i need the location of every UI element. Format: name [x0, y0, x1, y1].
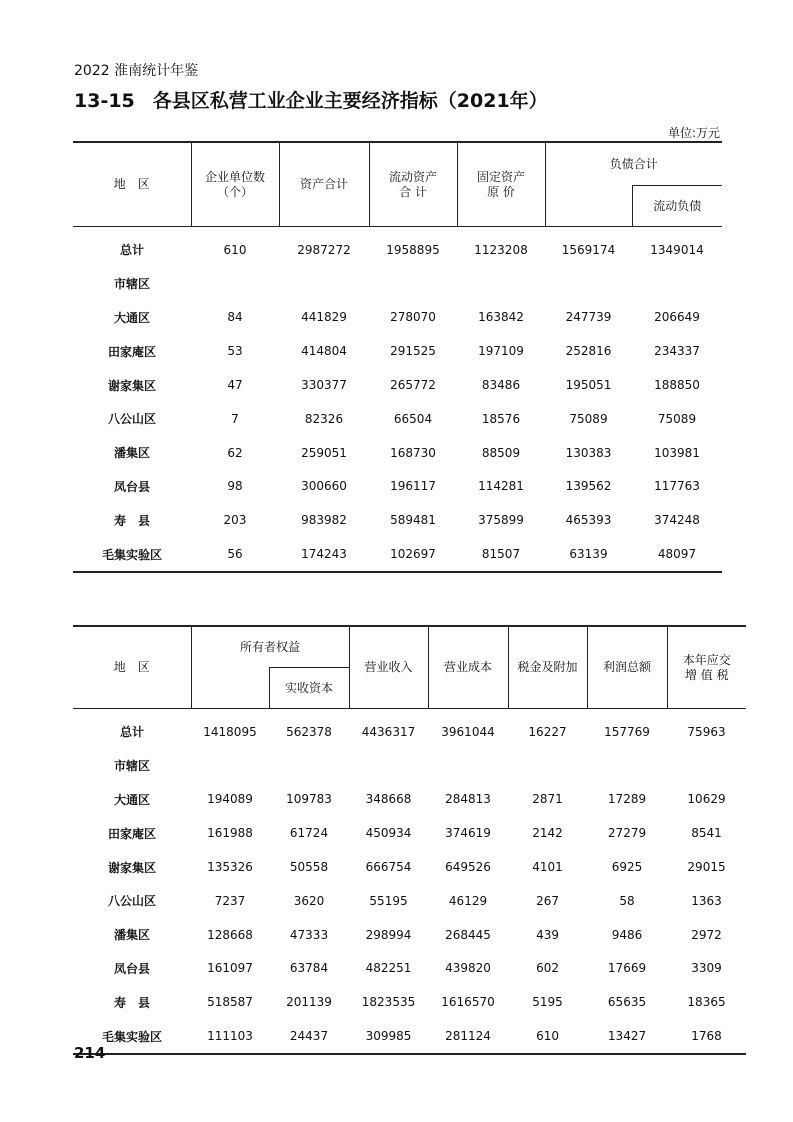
region-cell: 市辖区 [113, 277, 150, 292]
header-revenue: 营业收入 [349, 626, 428, 709]
value-cell-v3: 66504 [393, 411, 433, 426]
header-total-liabilities: 负债合计 [545, 142, 722, 186]
table-row [73, 850, 746, 884]
header-fixed-assets-line1: 固定资产 [476, 169, 525, 184]
value-cell-v6: 58 [619, 893, 635, 908]
value-cell-v2 [279, 267, 369, 301]
value-cell-v2: 414804 [301, 344, 347, 359]
value-cell-v4: 114281 [478, 479, 524, 494]
value-cell-v6: 6925 [611, 860, 643, 875]
value-cell-v6: 1349014 [650, 242, 704, 257]
value-cell-v5: 4101 [532, 860, 563, 875]
value-cell-v6: 27279 [607, 826, 647, 841]
value-cell-v3: 278070 [390, 310, 436, 325]
value-cell-v5: 252816 [565, 344, 612, 359]
region-cell: 谢家集区 [107, 378, 156, 393]
value-cell-v4: 46129 [448, 893, 488, 908]
value-cell-v1: 161988 [207, 826, 253, 841]
value-cell-v5: 139562 [565, 479, 612, 494]
value-cell-v5: 2142 [532, 826, 563, 841]
value-cell-v4 [428, 749, 508, 783]
value-cell-v3: 168730 [390, 445, 436, 460]
value-cell-v4: 281124 [428, 1019, 508, 1054]
value-cell-v6: 206649 [654, 310, 700, 325]
value-cell-v7 [667, 749, 746, 783]
region-cell: 八公山区 [107, 894, 156, 909]
value-cell-v3 [349, 749, 428, 783]
value-cell-v1: 56 [191, 537, 279, 572]
value-cell-v5: 247739 [565, 310, 612, 325]
table-title-text: 各县区私营工业企业主要经济指标（2021年） [152, 90, 548, 112]
value-cell-v4: 3961044 [441, 724, 495, 739]
value-cell-v6: 17289 [607, 792, 647, 807]
value-cell-v6: 374248 [654, 513, 700, 528]
value-cell-v4: 88509 [481, 445, 521, 460]
value-cell-v6: 13427 [587, 1019, 667, 1054]
header-region: 地 区 [73, 142, 191, 227]
value-cell-v1: 203 [223, 513, 247, 528]
value-cell-v1: 1418095 [203, 724, 257, 739]
region-cell: 凤台县 [113, 961, 150, 976]
value-cell-v3: 589481 [390, 513, 436, 528]
region-cell: 总计 [119, 243, 144, 258]
header-vat-payable [667, 626, 746, 709]
value-cell-v6: 17669 [607, 961, 647, 976]
value-cell-v3: 1958895 [386, 242, 440, 257]
table-row [73, 503, 722, 537]
table-row [73, 884, 746, 918]
value-cell-v2: 24437 [269, 1019, 349, 1054]
value-cell-v2: 47333 [289, 927, 329, 942]
value-cell-v4: 439820 [445, 961, 491, 976]
region-cell: 寿 县 [113, 513, 150, 528]
value-cell-v3: 482251 [365, 961, 412, 976]
value-cell-v3 [369, 267, 457, 301]
header-taxes-surcharges: 税金及附加 [508, 626, 587, 709]
value-cell-v5: 267 [536, 893, 559, 908]
value-cell-v5: 5195 [532, 995, 563, 1010]
value-cell-v3: 196117 [390, 479, 436, 494]
value-cell-v5: 602 [536, 961, 559, 976]
value-cell-v3: 291525 [390, 344, 436, 359]
value-cell-v5: 16227 [528, 724, 567, 739]
value-cell-v6: 103981 [654, 445, 700, 460]
value-cell-v3: 309985 [349, 1019, 428, 1054]
value-cell-v3: 298994 [365, 927, 412, 942]
region-cell: 寿 县 [113, 995, 150, 1010]
value-cell-v3: 348668 [365, 792, 412, 807]
value-cell-v4: 1123208 [474, 242, 528, 257]
value-cell-v3: 265772 [390, 378, 436, 393]
table-row [73, 918, 746, 952]
value-cell-v1 [191, 749, 269, 783]
region-cell: 大通区 [113, 792, 150, 807]
header-current-assets-line2: 合 计 [399, 184, 427, 199]
value-cell-v5 [545, 267, 632, 301]
value-cell-v1: 194089 [207, 792, 253, 807]
table-row [73, 402, 722, 436]
value-cell-v2: 3620 [293, 893, 325, 908]
value-cell-v4: 374619 [445, 826, 491, 841]
value-cell-v2: 63784 [289, 961, 329, 976]
region-cell: 潘集区 [113, 446, 150, 461]
value-cell-v6: 75089 [657, 411, 697, 426]
table-row [73, 368, 722, 402]
table-row [73, 816, 746, 850]
unit-label: 单位:万元 [667, 126, 720, 140]
value-cell-v6: 117763 [654, 479, 700, 494]
value-cell-v4: 83486 [481, 378, 521, 393]
value-cell-v5: 465393 [565, 513, 612, 528]
value-cell-v3: 4436317 [361, 724, 416, 739]
value-cell-v2: 50558 [289, 860, 329, 875]
value-cell-v1: 98 [227, 479, 243, 494]
table-row [73, 537, 722, 572]
value-cell-v4: 284813 [445, 792, 491, 807]
region-cell: 毛集实验区 [73, 537, 191, 572]
table-row [73, 227, 722, 267]
value-cell-v4: 1616570 [441, 995, 495, 1010]
region-cell: 潘集区 [113, 928, 150, 943]
region-cell: 总计 [119, 725, 144, 740]
value-cell-v7: 10629 [687, 792, 726, 807]
value-cell-v1 [191, 267, 279, 301]
value-cell-v6: 234337 [654, 344, 700, 359]
value-cell-v4: 649526 [445, 860, 491, 875]
value-cell-v2: 330377 [301, 378, 347, 393]
value-cell-v1: 518587 [207, 995, 253, 1010]
region-cell: 田家庵区 [107, 344, 156, 359]
value-cell-v1: 7237 [214, 893, 246, 908]
economic-indicators-table-2 [73, 625, 746, 1055]
value-cell-v2: 61724 [289, 826, 329, 841]
value-cell-v1: 47 [227, 378, 243, 393]
value-cell-v7: 1768 [667, 1019, 746, 1054]
value-cell-v2: 2987272 [297, 242, 351, 257]
value-cell-v2: 259051 [301, 445, 347, 460]
header-enterprise-count-line2: （个） [216, 184, 253, 199]
value-cell-v5: 130383 [565, 445, 612, 460]
value-cell-v4: 18576 [481, 411, 521, 426]
value-cell-v4: 268445 [445, 927, 491, 942]
economic-indicators-table-1 [73, 141, 722, 573]
value-cell-v5: 63139 [545, 537, 632, 572]
value-cell-v4: 81507 [457, 537, 545, 572]
header-owners-equity: 所有者权益 [191, 626, 349, 668]
table-row [73, 1019, 746, 1054]
value-cell-v2 [269, 749, 349, 783]
header-enterprise-count-line1: 企业单位数 [204, 169, 265, 184]
header-vat-line2: 增 值 税 [684, 667, 729, 682]
value-cell-v6 [587, 749, 667, 783]
header-region: 地 区 [73, 626, 191, 709]
value-cell-v7: 29015 [687, 860, 726, 875]
header-operating-cost: 营业成本 [428, 626, 508, 709]
value-cell-v6 [632, 267, 722, 301]
table-row [73, 749, 746, 783]
value-cell-v2: 562378 [286, 724, 332, 739]
value-cell-v2: 441829 [301, 310, 347, 325]
value-cell-v1: 84 [227, 310, 243, 325]
value-cell-v5: 2871 [532, 792, 563, 807]
header-fixed-assets [457, 142, 545, 227]
region-cell: 大通区 [113, 310, 150, 325]
value-cell-v5: 75089 [569, 411, 608, 426]
table-title [74, 86, 548, 113]
value-cell-v4: 197109 [478, 344, 524, 359]
value-cell-v7: 75963 [687, 724, 726, 739]
value-cell-v7: 8541 [691, 826, 722, 841]
value-cell-v3: 1823535 [361, 995, 416, 1010]
value-cell-v7: 1363 [691, 893, 722, 908]
value-cell-v4: 375899 [478, 513, 524, 528]
region-cell: 八公山区 [107, 412, 156, 427]
value-cell-v1: 128668 [207, 927, 253, 942]
value-cell-v5 [508, 749, 587, 783]
value-cell-v6: 157769 [604, 724, 650, 739]
table-row [73, 985, 746, 1019]
value-cell-v3: 450934 [365, 826, 412, 841]
value-cell-v1: 610 [223, 242, 247, 257]
value-cell-v6: 65635 [607, 995, 647, 1010]
value-cell-v1: 53 [227, 344, 243, 359]
table-row [73, 709, 746, 749]
table-row [73, 334, 722, 368]
region-cell: 市辖区 [113, 759, 150, 774]
header-current-liabilities: 流动负债 [632, 186, 722, 227]
value-cell-v5: 1569174 [561, 242, 616, 257]
header-paid-in-capital: 实收资本 [269, 668, 349, 709]
table-row [73, 436, 722, 470]
header-fixed-assets-line2: 原 价 [487, 184, 515, 199]
value-cell-v7: 18365 [687, 995, 726, 1010]
value-cell-v6: 48097 [632, 537, 722, 572]
table-row [73, 267, 722, 301]
value-cell-v3: 666754 [365, 860, 412, 875]
value-cell-v4 [457, 267, 545, 301]
value-cell-v2: 983982 [301, 513, 347, 528]
value-cell-v2: 82326 [304, 411, 344, 426]
region-cell: 谢家集区 [107, 860, 156, 875]
value-cell-v1: 135326 [207, 860, 253, 875]
value-cell-v4: 163842 [478, 310, 524, 325]
value-cell-v7: 2972 [691, 927, 722, 942]
value-cell-v2: 300660 [301, 479, 347, 494]
region-cell: 毛集实验区 [73, 1019, 191, 1054]
value-cell-v6: 188850 [654, 378, 700, 393]
header-vat-line1: 本年应交 [682, 652, 731, 667]
value-cell-v2: 174243 [279, 537, 369, 572]
region-cell: 凤台县 [113, 479, 150, 494]
value-cell-v5: 195051 [565, 378, 612, 393]
header-total-profit: 利润总额 [587, 626, 667, 709]
table-row [73, 952, 746, 986]
value-cell-v5: 439 [536, 927, 559, 942]
header-current-assets [369, 142, 457, 227]
yearbook-header: 2022 淮南统计年鉴 [74, 63, 199, 79]
value-cell-v6: 9486 [611, 927, 643, 942]
value-cell-v5: 610 [508, 1019, 587, 1054]
table-row [73, 470, 722, 504]
table-row [73, 301, 722, 335]
value-cell-v1: 7 [231, 411, 239, 426]
value-cell-v1: 62 [227, 445, 243, 460]
value-cell-v3: 55195 [369, 893, 408, 908]
value-cell-v2: 109783 [286, 792, 332, 807]
value-cell-v1: 111103 [191, 1019, 269, 1054]
page-number: 214 [74, 1044, 106, 1062]
header-enterprise-count [191, 142, 279, 227]
header-current-assets-line1: 流动资产 [388, 169, 437, 184]
header-total-assets: 资产合计 [279, 142, 369, 227]
table-number: 13-15 [74, 90, 135, 112]
value-cell-v1: 161097 [207, 961, 253, 976]
region-cell: 田家庵区 [107, 826, 156, 841]
table-row [73, 783, 746, 817]
value-cell-v3: 102697 [369, 537, 457, 572]
value-cell-v2: 201139 [286, 995, 332, 1010]
value-cell-v7: 3309 [691, 961, 722, 976]
